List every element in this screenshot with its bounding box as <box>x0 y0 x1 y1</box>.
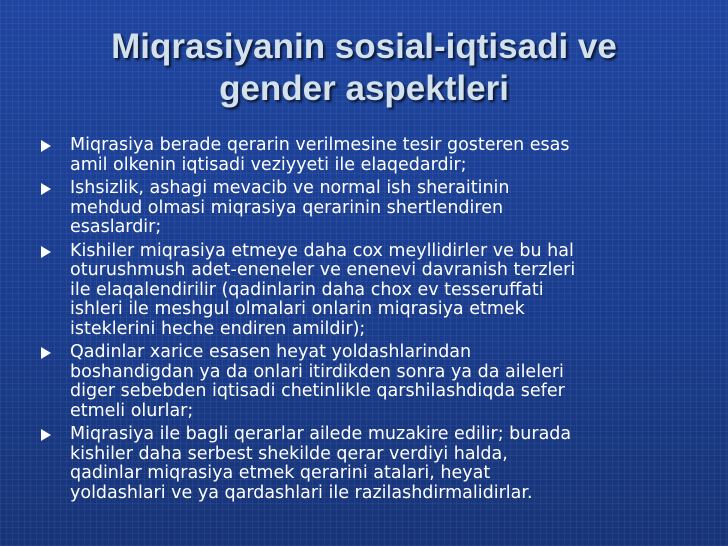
title-line-2: gender aspektleri <box>219 69 509 108</box>
bullet-item <box>38 242 686 340</box>
bullet-text-line: ishleri ile meshgul olmalari onlarin miqrasiya etmek <box>70 299 525 319</box>
bullet-text-line: diger sebebden iqtisadi chetinlikle qarshilashdiqda sefer <box>70 381 565 401</box>
bullet-text-line: Qadinlar xarice esasen heyat yoldashlarindan <box>70 342 472 362</box>
bullet-text-line: ile elaqalendirilir (qadinlarin daha chox ev tesseruffati <box>70 279 544 300</box>
bullet-text-line: Ishsizlik, ashagi mevacib ve normal ish sheraitinin <box>70 178 510 198</box>
bullet-text-line: qadinlar miqrasiya etmek qerarini atalari, heyat <box>70 463 491 483</box>
bullet-text-line: mehdud olmasi miqrasiya qerarinin shertlendiren <box>70 197 504 218</box>
bullet-arrow-icon <box>41 183 51 195</box>
slide-title <box>20 26 708 110</box>
bullet-text-line: etmeli olurlar; <box>70 400 194 421</box>
bullet-item <box>38 179 686 238</box>
bullet-item <box>38 425 686 503</box>
bullet-text-line: Kishiler miqrasiya etmeye daha cox meyllidirler ve bu hal <box>70 240 574 261</box>
bullet-text-line: oturushmush adet-eneneler ve enenevi davranish terzleri <box>70 260 576 280</box>
bullet-arrow-icon <box>41 429 51 441</box>
bullet-text-line: Miqrasiya berade qerarin verilmesine tesir gosteren esas <box>70 135 570 155</box>
title-line-1: Miqrasiyanin sosial-iqtisadi ve <box>111 27 617 66</box>
bullet-arrow-icon <box>41 347 51 359</box>
bullet-list <box>38 136 686 507</box>
bullet-text-line: Miqrasiya ile bagli qerarlar ailede muzakire edilir; burada <box>70 424 572 444</box>
bullet-item <box>38 343 686 421</box>
bullet-text-line: amil olkenin iqtisadi veziyyeti ile elaqedardir; <box>70 154 467 175</box>
bullet-arrow-icon <box>41 246 51 258</box>
bullet-item <box>38 136 686 175</box>
bullet-text-line: boshandigdan ya da onlari itirdikden sonra ya da aileleri <box>70 361 564 382</box>
bullet-text-line: esaslardir; <box>70 217 162 237</box>
bullet-arrow-icon <box>41 140 51 152</box>
bullet-text-line: kishiler daha serbest shekilde qerar verdiyi halda, <box>70 443 508 464</box>
bullet-text-line: yoldashlari ve ya qardashlari ile razilashdirmalidirlar. <box>70 482 533 503</box>
bullet-text-line: isteklerini heche endiren amildir); <box>70 318 366 339</box>
